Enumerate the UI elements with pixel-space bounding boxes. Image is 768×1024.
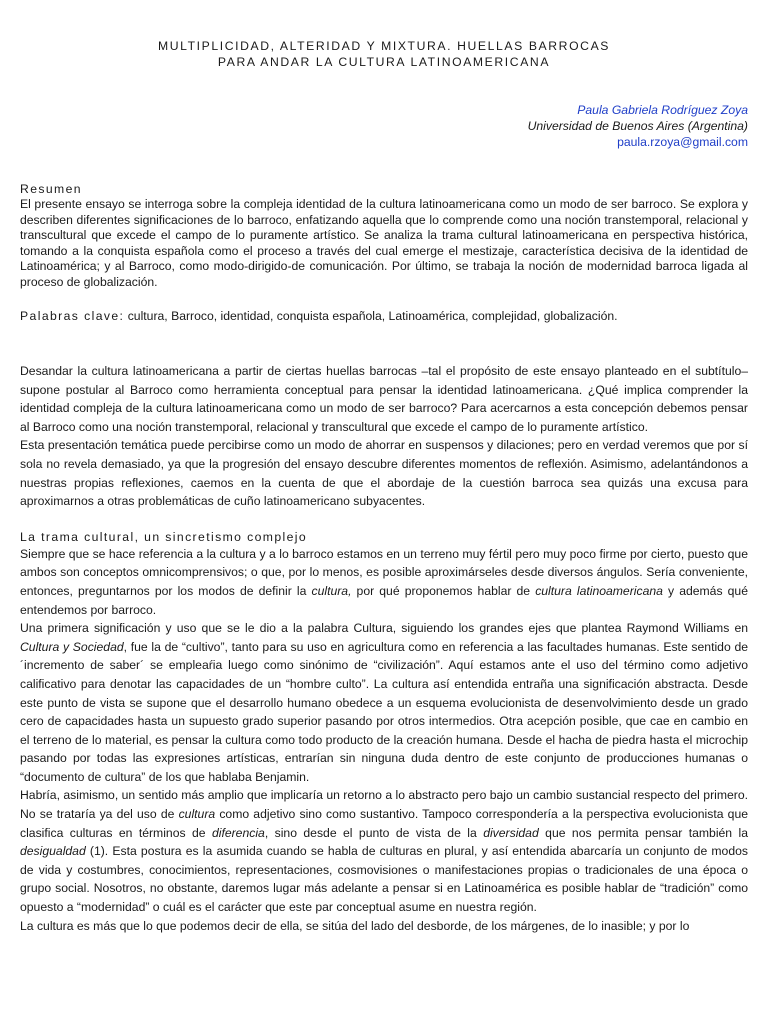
italic-run: cultura	[178, 807, 216, 822]
section-heading: La trama cultural, un sincretismo complejo	[20, 529, 308, 544]
keywords-label: Palabras clave:	[20, 309, 125, 323]
title-line-2: PARA ANDAR LA CULTURA LATINOAMERICANA	[217, 55, 551, 69]
text-run: por qué proponemos hablar de	[351, 583, 536, 598]
author-email-link[interactable]: paula.rzoya@gmail.com	[617, 135, 748, 149]
section-paragraph-3	[20, 786, 748, 916]
author-block	[20, 102, 748, 150]
author-affiliation: Universidad de Buenos Aires (Argentina)	[527, 119, 748, 133]
keywords-text: cultura, Barroco, identidad, conquista española, Latinoamérica, complejidad, globalización.	[124, 309, 618, 323]
text-run: , fue la de “cultivo”, tanto para su uso en agricultura como en referencia a las facultades humanas. Este sentido de ´incremento de saber´ se empleaŕia luego como sinónimo de “civilización”. Aquí estamos ante el uso del término como adjetivo calificativo para denotar las capacidades de un “hombre culto”. La cultura así entendida entraña una significación abstracta. Desde este punto de vista se supone que el desarrollo humano obedece a un esquema evolucionista de desenvolvimiento desde un grado cero de capacidades hasta un supuesto grado superior pasando por otros intermedios. Otra acepción posible, que cae en cambio en el terreno de lo material, es pensar la cultura como todo producto de la creación humana. Desde el hacha de piedra hasta el microchip pasando por todas las expresiones artísticas, entrarían sin ninguna duda dentro de este conjunto de producciones humanas o “documento de cultura” de los que hablaba Benjamin.	[20, 639, 749, 784]
italic-run: desigualdad	[20, 844, 86, 859]
intro-section	[20, 362, 748, 511]
text-run: , sino desde el punto de vista de la	[264, 825, 484, 840]
text-run: Una primera significación y uso que se le dio a la palabra Cultura, siguiendo los grandes ejes que plantea Raymond Williams en	[20, 621, 748, 636]
section-paragraph-2	[20, 619, 748, 786]
document-page	[20, 38, 748, 935]
text-run: Siempre que se hace referencia a la cultura y a lo barroco estamos en un terreno muy fértil pero muy poco firme por cierto, puesto que ambos son conceptos omnicomprensivos; o que, por lo menos, es posible aproximárseles desde diversos ángulos. Sería conveniente, entonces, preguntarnos por los modos de definir la	[20, 546, 748, 598]
italic-run: diversidad	[483, 825, 539, 840]
section-paragraph-1	[20, 545, 748, 619]
italic-run: Cultura y Sociedad	[20, 639, 124, 654]
text-run: y además qué entendemos por barroco.	[20, 583, 748, 617]
italic-run: diferencia	[211, 825, 265, 840]
intro-paragraph-1: Desandar la cultura latinoamericana a partir de ciertas huellas barrocas –tal el propósito de este ensayo planteado en el subtítulo– supone postular al Barroco como herramienta conceptual para pensar la identidad latinoamericana. ¿Qué implica comprender la identidad compleja de la cultura latinoamericana como un modo de ser barroco? Para acercarnos a esta concepción debemos pensar al Barroco como una noción transtemporal, relacional y transcultural que excede el campo de lo puramente artístico.	[20, 364, 748, 434]
abstract-section	[20, 181, 748, 290]
author-name: Paula Gabriela Rodríguez Zoya	[577, 103, 748, 117]
text-run: Habría, asimismo, un sentido más amplio que implicaría un retorno a lo abstracto pero bajo un cambio sustancial respecto del primero. No se trataría ya del uso de	[20, 788, 748, 822]
abstract-text: El presente ensayo se interroga sobre la compleja identidad de la cultura latinoamericana como un modo de ser barroco. Se explora y describen diferentes significaciones de lo barroco, enfatizando aquella que lo comprende como una noción transtemporal, relacional y transcultural que excede el campo de lo puramente artístico. Se analiza la trama cultural latinoamericana en perspectiva histórica, tomando a la conquista española como el proceso a través del cual emerge el mestizaje, característica decisiva de la identidad de Latinoamérica; y al Barroco, como modo-dirigido-de comunicación. Por último, se trabaja la noción de modernidad barroca ligada al proceso de globalización.	[20, 197, 748, 289]
paper-title	[20, 38, 748, 70]
keywords	[20, 308, 748, 324]
abstract-heading: Resumen	[20, 182, 82, 196]
section-paragraph-4: La cultura es más que lo que podemos decir de ella, se sitúa del lado del desborde, de los márgenes, de lo inasible; y por lo	[20, 918, 690, 933]
section-trama-cultural	[20, 529, 748, 935]
italic-run: cultura,	[311, 583, 352, 598]
italic-run: cultura latinoamericana	[535, 583, 663, 598]
text-run: que nos permita pensar también la	[538, 825, 748, 840]
title-line-1: MULTIPLICIDAD, ALTERIDAD Y MIXTURA. HUELLAS BARROCAS	[157, 39, 611, 53]
text-run: (1). Esta postura es la asumida cuando se habla de culturas en plural, y así entendida abarcaría un conjunto de modos de vida y costumbres, conocimientos, representaciones, cosmovisiones o manifestaciones propias o tradicionales de una época o grupo social. Nosotros, no obstante, daremos lugar más adelante a pensar si en Latinoamérica es posible hablar de “tradición” como opuesto a “modernidad” o cuál es el carácter que este par conceptual asume en nuestra región.	[20, 844, 748, 915]
text-run: como adjetivo sino como sustantivo. Tampoco correspondería a la perspectiva evolucionista que clasifica culturas en términos de	[20, 807, 748, 840]
intro-paragraph-2: Esta presentación temática puede percibirse como un modo de ahorrar en suspensos y dilaciones; pero en verdad veremos que por sí sola no revela demasiado, ya que la progresión del ensayo descubre diferentes momentos de reflexión. Asimismo, adelantándonos a nuestras propias reflexiones, caemos en la cuenta de que el abordaje de la cuestión barroca sea quizás una excusa para aproximarnos a otras problemáticas de cuño latinoamericano subyacentes.	[20, 438, 748, 509]
